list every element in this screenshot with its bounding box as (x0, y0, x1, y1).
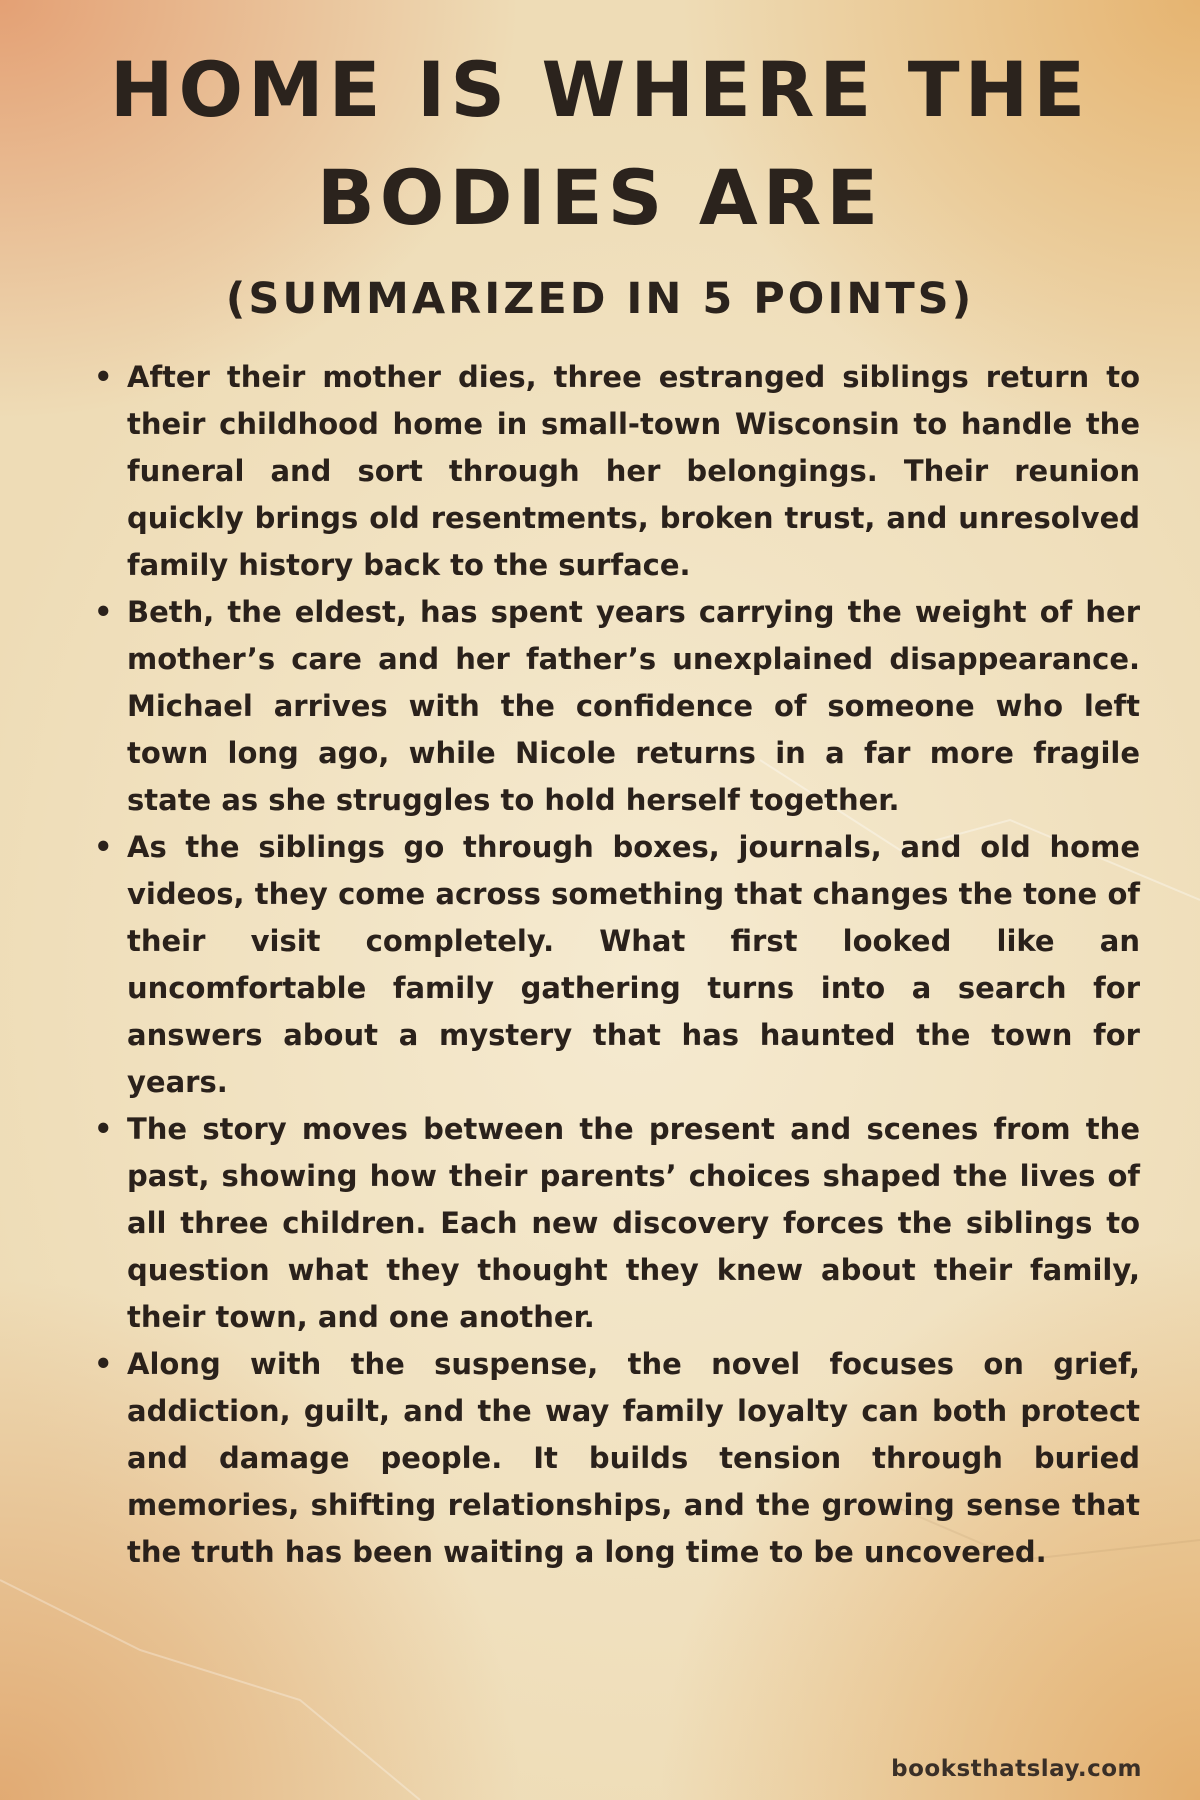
summary-point (90, 824, 1140, 1106)
site-attribution: booksthatslay.com (891, 1756, 1142, 1782)
bullet-icon: • (94, 360, 113, 394)
summary-point (90, 1341, 1140, 1576)
bullet-icon: • (94, 595, 113, 629)
summary-point-text: The story moves between the present and scenes from the past, showing how their parents’ choices shaped the lives of all three children. Each new discovery forces the siblings to question what they thought they knew about their family, their town, and one another. (127, 1112, 1140, 1334)
bullet-icon: • (94, 1347, 113, 1381)
summary-point-text: After their mother dies, three estranged siblings return to their childhood home in small-town Wisconsin to handle the funeral and sort through her belongings. Their reunion quickly brings old resentments, broken trust, and unresolved family history back to the surface. (127, 360, 1140, 582)
summary-point (90, 354, 1140, 589)
page-title: HOME IS WHERE THE BODIES ARE (109, 45, 1091, 242)
bullet-icon: • (94, 830, 113, 864)
summary-point (90, 1106, 1140, 1341)
summary-point-text: Beth, the eldest, has spent years carrying the weight of her mother’s care and her father’s unexplained disappearance. Michael arrives with the confidence of someone who left town long ago, while Nicole returns in a far more fragile state as she struggles to hold herself together. (127, 595, 1140, 817)
summary-point-text: Along with the suspense, the novel focuses on grief, addiction, guilt, and the way family loyalty can both protect and damage people. It builds tension through buried memories, shifting relationships, and the growing sense that the truth has been waiting a long time to be uncovered. (127, 1347, 1140, 1569)
summary-points-list (90, 354, 1140, 1576)
bullet-icon: • (94, 1112, 113, 1146)
summary-point-text: As the siblings go through boxes, journals, and old home videos, they come across something that changes the tone of their visit completely. What first looked like an uncomfortable family gathering turns into a search for answers about a mystery that has haunted the town for years. (127, 830, 1140, 1099)
page-subtitle: (SUMMARIZED IN 5 POINTS) (225, 274, 975, 324)
summary-point (90, 589, 1140, 824)
